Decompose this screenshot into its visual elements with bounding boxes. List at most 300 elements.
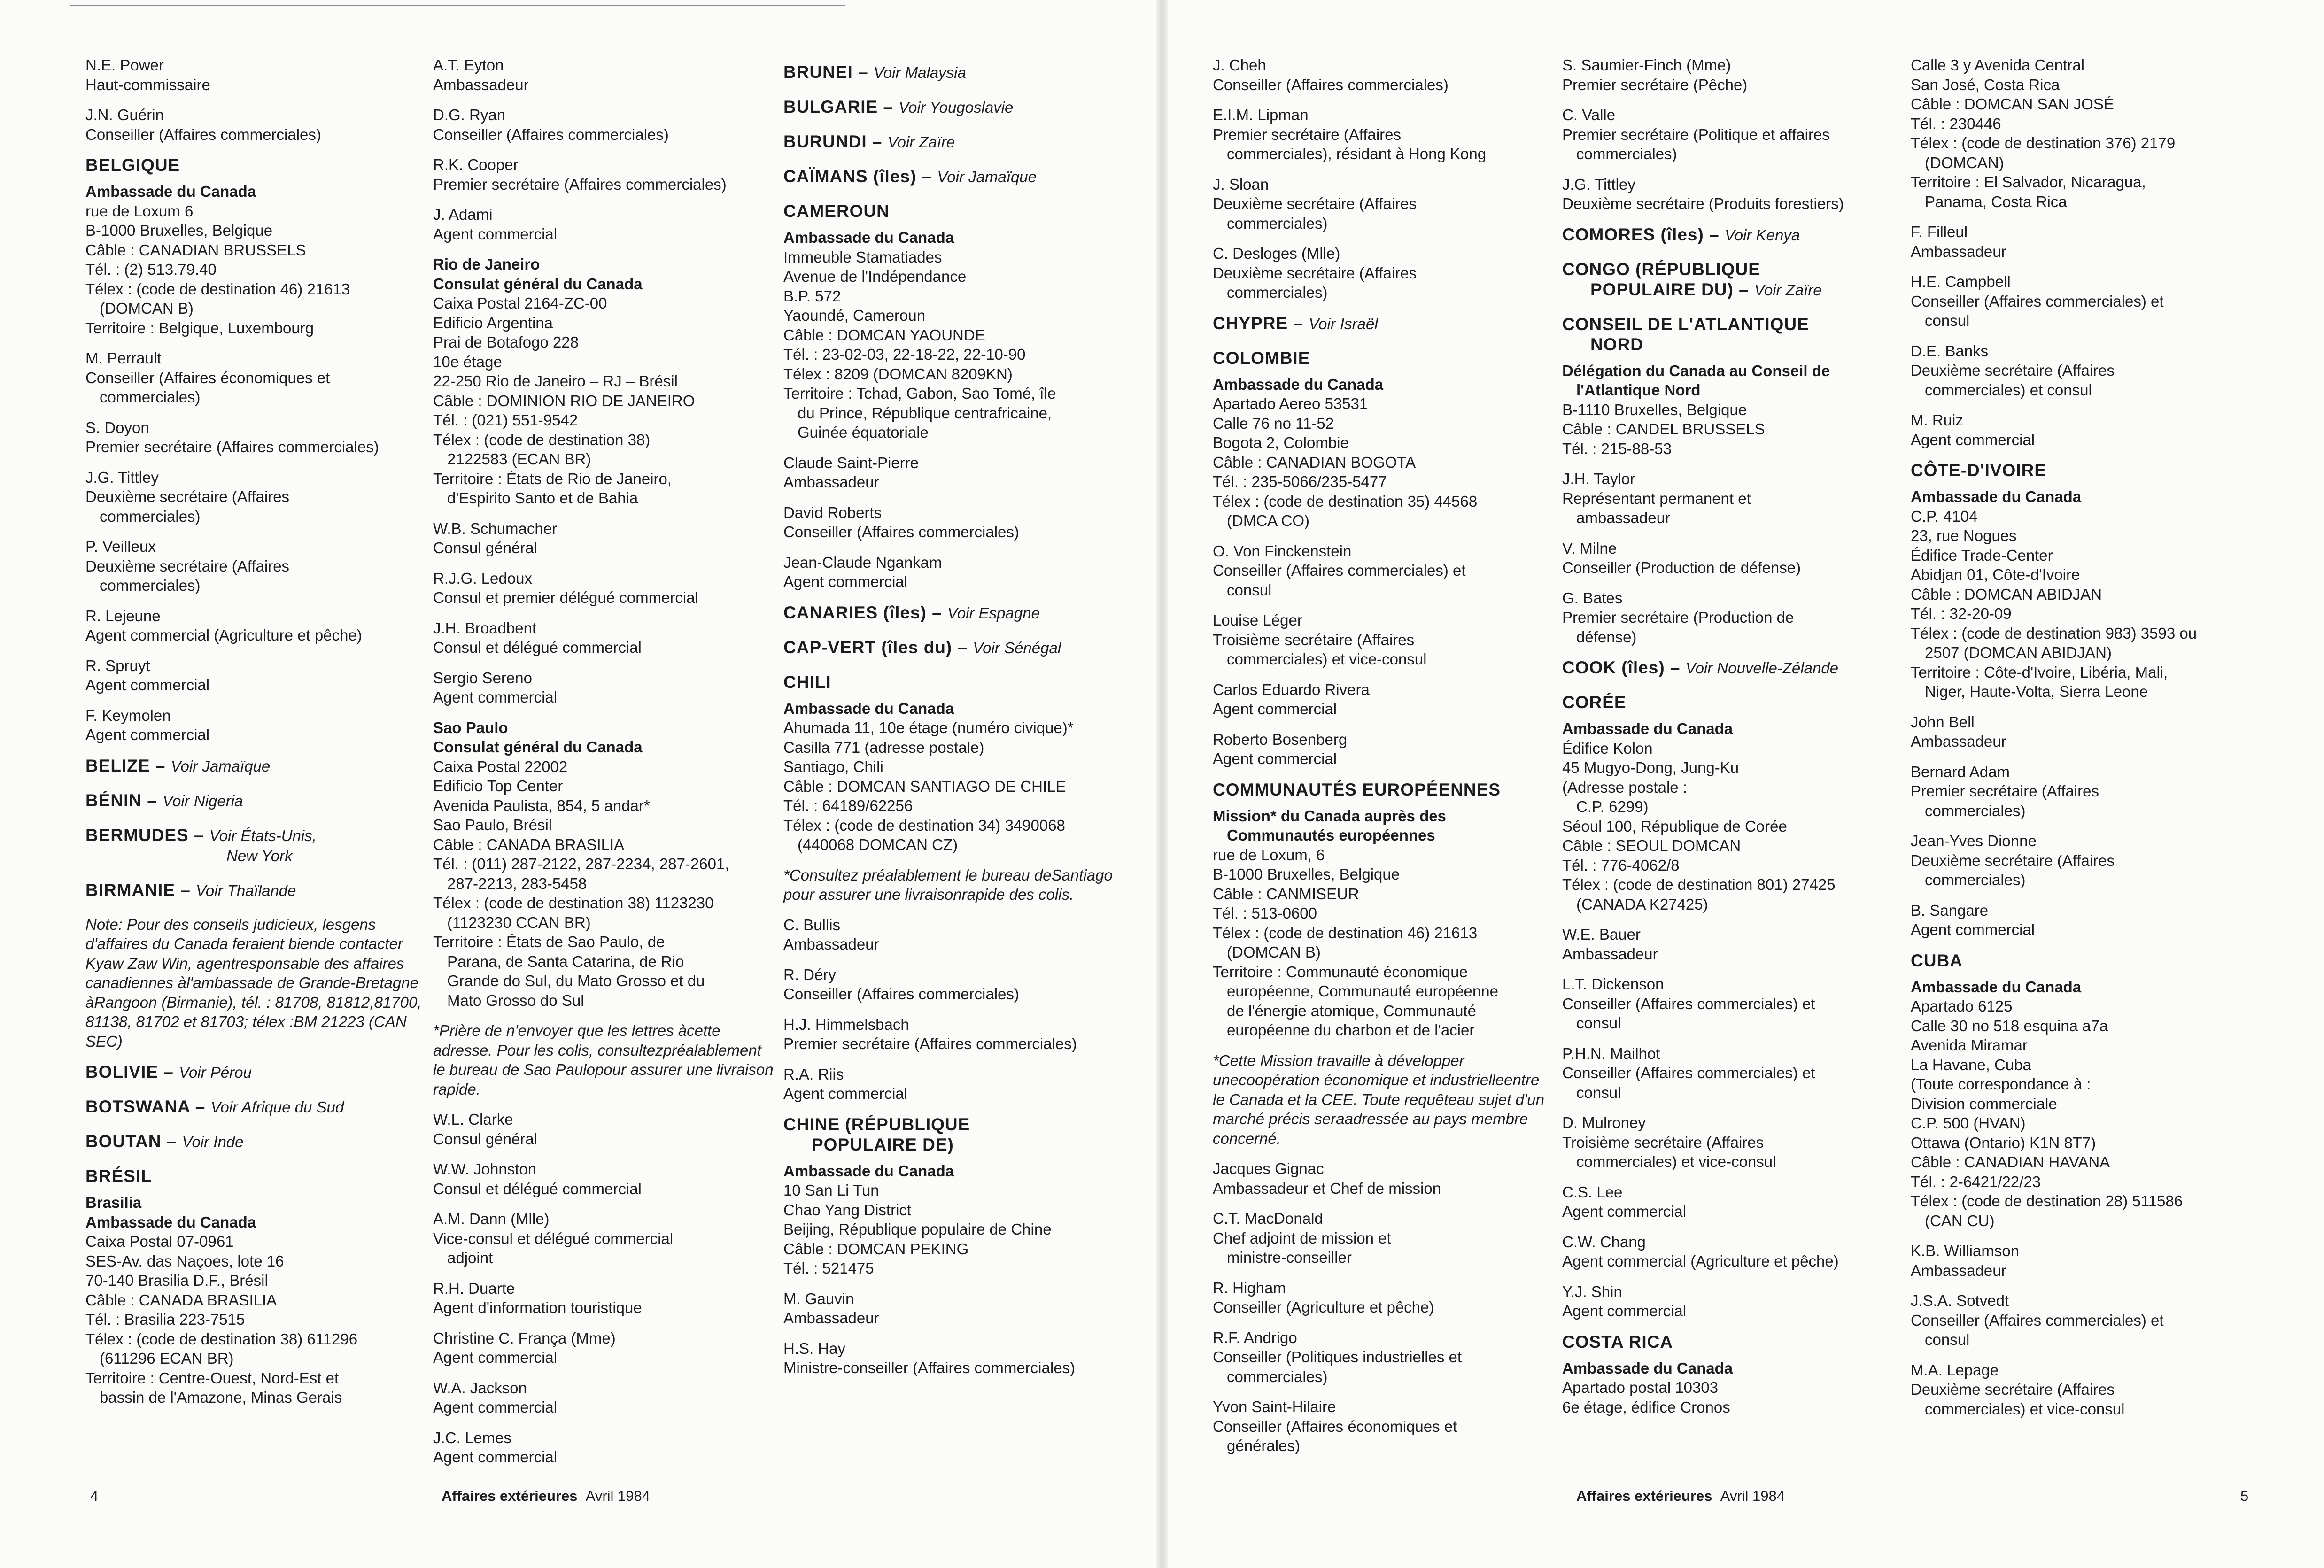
entry-line: SES-Av. das Naçoes, lote 16	[85, 1252, 284, 1270]
staff-entry	[1562, 175, 1905, 214]
entry-line: Edificio Top Center	[433, 777, 563, 795]
staff-entry	[433, 618, 776, 657]
entry-line: 81700, 81138, 81702 et 81703; télex :	[85, 993, 422, 1030]
entry-line: Télex : (code de destination 46) 21613	[1213, 924, 1478, 942]
cross-reference-target: Voir Espagne	[947, 604, 1040, 622]
country-name: BOTSWANA	[85, 1097, 190, 1116]
staff-name: M. Perrault	[85, 349, 162, 367]
footnote	[783, 865, 1126, 904]
staff-entry	[1562, 1044, 1905, 1103]
staff-entry	[783, 1339, 1126, 1378]
entry-line: Ambassade du Canada	[1911, 488, 2082, 505]
cross-reference-target: Voir Kenya	[1724, 226, 1800, 244]
staff-entry	[85, 418, 428, 457]
entry-line: Consulat général du Canada	[433, 738, 643, 756]
mission-address-block	[1562, 1359, 1905, 1417]
staff-entry	[1213, 1328, 1556, 1387]
staff-entry	[1911, 712, 2254, 751]
entry-line: Conseiller (Affaires commerciales) et	[1562, 1064, 1815, 1081]
entry-line: Avenida Miramar	[1911, 1036, 2028, 1054]
entry-line: Mission* du Canada auprès des	[1213, 807, 1446, 825]
staff-name: R. Déry	[783, 966, 836, 983]
staff-entry	[433, 1428, 776, 1467]
staff-entry	[1911, 901, 2254, 940]
staff-entry	[783, 1065, 1126, 1104]
staff-name: W.E. Bauer	[1562, 926, 1641, 943]
staff-entry	[433, 1110, 776, 1149]
entry-line: Conseiller (Affaires commerciales)	[85, 125, 321, 143]
entry-line: Ambassadeur	[1911, 242, 2006, 260]
mission-address-block	[1562, 361, 1905, 459]
staff-name: David Roberts	[783, 503, 882, 521]
entry-line: Tél. : (021) 551-9542	[433, 411, 578, 429]
country-cross-reference	[1562, 259, 1905, 300]
entry-line: Grande do Sul, du Mato Grosso et du	[447, 972, 705, 989]
country-name: CHYPRE	[1213, 313, 1288, 333]
country-name: BERMUDES	[85, 825, 189, 845]
staff-entry	[1213, 55, 1556, 94]
entry-line: Conseiller (Affaires commerciales) et	[1911, 292, 2164, 310]
staff-entry	[1562, 539, 1905, 578]
entry-line: Ambassade du Canada	[1213, 375, 1384, 393]
country-name: COOK (îles)	[1562, 658, 1665, 677]
entry-line: Ambassade du Canada	[1562, 720, 1733, 737]
entry-line: Délégation du Canada au Conseil de	[1562, 362, 1830, 379]
staff-name: J.C. Lemes	[433, 1429, 511, 1446]
entry-line: commerciales) et vice-consul	[1925, 1400, 2125, 1418]
entry-line: B.P. 572	[783, 287, 841, 305]
staff-name: A.M. Dann (Mlle)	[433, 1210, 550, 1228]
staff-name: J.H. Broadbent	[433, 619, 537, 637]
entry-line: Avenue de l'Indépendance	[783, 268, 967, 285]
staff-name: Sergio Sereno	[433, 669, 532, 687]
entry-line: Premier secrétaire (Affaires commerciales)	[783, 1035, 1077, 1052]
entry-line: Câble : CANADIAN BOGOTA	[1213, 453, 1416, 471]
entry-line: Tél. : (011) 287-2122, 287-2234, 287-2601,	[433, 855, 729, 873]
staff-entry	[1562, 1113, 1905, 1172]
entry-line: consul	[1576, 1014, 1621, 1032]
entry-line: Deuxième secrétaire (Affaires	[85, 488, 290, 505]
mission-address-block	[85, 182, 428, 338]
entry-line: commerciales), résidant à Hong Kong	[1227, 145, 1487, 162]
staff-name: N.E. Power	[85, 56, 164, 74]
entry-line: Câble : DOMCAN PEKING	[783, 1240, 969, 1258]
country-heading-line: COLOMBIE	[1213, 348, 1310, 368]
left-column-3	[783, 55, 1126, 1389]
entry-line: 6e étage, édifice Cronos	[1562, 1398, 1730, 1416]
entry-line: Câble : CANMISEUR	[1213, 885, 1359, 903]
cross-reference-wrap	[1754, 280, 1822, 299]
country-cross-reference: BIRMANIE – Voir Thaïlande	[85, 880, 296, 900]
entry-line: commerciales)	[1227, 284, 1328, 301]
staff-name: D.G. Ryan	[433, 106, 506, 124]
entry-line: Télex : (code de destination 983) 3593 ou	[1911, 624, 2197, 642]
staff-name: F. Keymolen	[85, 706, 171, 724]
entry-line: (CANADA K27425)	[1576, 895, 1708, 913]
mission-address-block	[1911, 55, 2254, 211]
staff-name: R. Higham	[1213, 1279, 1286, 1297]
entry-line: consul	[1227, 581, 1272, 599]
staff-entry	[85, 105, 428, 144]
entry-line: Territoire : Centre-Ouest, Nord-Est et	[85, 1369, 339, 1387]
staff-entry	[783, 553, 1126, 592]
country-name: BELIZE	[85, 756, 150, 775]
staff-entry	[1213, 541, 1556, 600]
entry-line: Apartado Aereo 53531	[1213, 395, 1368, 412]
footnote	[1213, 1051, 1556, 1149]
staff-entry	[1911, 341, 2254, 400]
entry-line: préalablement le bureau de Sao Paulo	[433, 1041, 761, 1078]
entry-line: Territoire : Tchad, Gabon, Sao Tomé, île	[783, 385, 1056, 402]
staff-name: F. Filleul	[1911, 223, 1968, 240]
entry-line: Calle 3 y Avenida Central	[1911, 56, 2084, 74]
entry-line: Télex : (code de destination 28) 511586	[1911, 1192, 2183, 1210]
entry-line: Deuxième secrétaire (Produits forestiers)	[1562, 195, 1844, 212]
staff-entry	[1213, 1278, 1556, 1317]
entry-line: l'Atlantique Nord	[1576, 381, 1701, 399]
staff-name: J. Adami	[433, 206, 493, 223]
entry-line: Chef adjoint de mission et	[1213, 1229, 1391, 1247]
staff-name: Jean-Yves Dionne	[1911, 832, 2037, 850]
entry-line: Tél. : 776-4062/8	[1562, 856, 1680, 874]
cross-reference-target: Voir Thaïlande	[196, 881, 296, 899]
entry-line: Câble : CANADA BRASILIA	[85, 1291, 277, 1309]
entry-line: Câble : DOMCAN YAOUNDE	[783, 326, 985, 344]
entry-line: Conseiller (Affaires économiques et	[85, 369, 330, 386]
right-column-2	[1562, 55, 1905, 1428]
entry-line: Ottawa (Ontario) K1N 8T7)	[1911, 1134, 2096, 1151]
staff-entry	[783, 453, 1126, 492]
staff-entry	[85, 537, 428, 595]
mission-address-block	[783, 228, 1126, 442]
entry-line: Tél. : 2-6421/22/23	[1911, 1173, 2041, 1190]
staff-entry	[1213, 175, 1556, 233]
entry-line: Agent commercial	[1562, 1302, 1687, 1320]
entry-line: Santiago pour assurer une livraison	[783, 866, 1113, 903]
cross-reference-target: Voir Pérou	[179, 1064, 252, 1081]
entry-line: (440068 DOMCAN CZ)	[798, 836, 958, 853]
staff-name: H.S. Hay	[783, 1339, 846, 1357]
entry-line: Conseiller (Affaires économiques et	[1213, 1417, 1457, 1435]
staff-name: W.L. Clarke	[433, 1111, 513, 1128]
entry-line: C.P. 500 (HVAN)	[1911, 1114, 2026, 1132]
entry-line: 10 San Li Tun	[783, 1182, 879, 1199]
entry-line: Territoire : Belgique, Luxembourg	[85, 319, 314, 337]
staff-name: J.G. Tittley	[85, 468, 159, 486]
entry-line: Ministre-conseiller (Affaires commerciales)	[783, 1359, 1076, 1376]
entry-line: commerciales)	[100, 577, 201, 594]
entry-line: Tél. : 64189/62256	[783, 797, 913, 814]
entry-line: Territoire : États de Rio de Janeiro,	[433, 470, 672, 487]
entry-line: Tél. : 23-02-03, 22-18-22, 22-10-90	[783, 346, 1026, 363]
entry-line: Niger, Haute-Volta, Sierra Leone	[1925, 683, 2148, 700]
entry-line: 287-2213, 283-5458	[447, 874, 587, 892]
entry-line: B-1110 Bruxelles, Belgique	[1562, 401, 1747, 418]
footer-publication: Affaires extérieures	[1576, 1488, 1712, 1504]
entry-line: Premier secrétaire (Affaires commerciales)	[433, 175, 727, 193]
entry-line: (DOMCAN B)	[100, 300, 194, 317]
entry-line: Conseiller (Affaires commerciales) et	[1213, 562, 1466, 579]
entry-line: consul	[1576, 1083, 1621, 1101]
country-heading	[85, 1166, 428, 1186]
entry-line: Ambassadeur	[1911, 733, 2006, 750]
staff-entry	[1562, 55, 1905, 94]
staff-name: J. Cheh	[1213, 56, 1266, 74]
country-cross-reference: BÉNIN – Voir Nigeria	[85, 790, 243, 810]
country-heading-line: BELGIQUE	[85, 155, 180, 175]
staff-entry	[1213, 1397, 1556, 1456]
staff-entry	[1911, 762, 2254, 821]
country-heading	[1562, 1332, 1905, 1352]
staff-entry	[85, 55, 428, 94]
entry-line: Communautés européennes	[1227, 826, 1435, 844]
country-heading	[1911, 460, 2254, 480]
right-column-1	[1213, 55, 1556, 1467]
entry-line: Chao Yang District	[783, 1201, 912, 1219]
staff-name: Yvon Saint-Hilaire	[1213, 1398, 1336, 1415]
entry-line: Ambassade du Canada	[783, 1162, 954, 1180]
cross-reference-target: Voir Israël	[1309, 315, 1378, 332]
entry-line: Agent d'information touristique	[433, 1299, 642, 1316]
country-heading-line: CAMEROUN	[783, 201, 890, 221]
entry-line: Ambassade du Canada	[85, 183, 256, 200]
country-heading-line: CHILI	[783, 672, 831, 692]
staff-name: P.H.N. Mailhot	[1562, 1044, 1660, 1062]
cross-reference-target: Voir Zaïre	[887, 133, 955, 151]
staff-entry	[85, 468, 428, 526]
entry-line: Territoire : El Salvador, Nicaragua,	[1911, 173, 2146, 191]
entry-line: Agent commercial	[1213, 700, 1337, 718]
entry-line: au sujet d'un marché précis sera	[1213, 1090, 1544, 1128]
staff-entry	[433, 155, 776, 194]
entry-line: Panama, Costa Rica	[1925, 193, 2067, 210]
entry-line: Télex : (code de destination 46) 21613	[85, 280, 350, 298]
mission-address-block	[1911, 487, 2254, 702]
cross-reference-target: Voir Nigeria	[163, 792, 243, 810]
entry-line: du Prince, République centrafricaine,	[798, 404, 1052, 422]
country-cross-reference: CAP-VERT (îles du) – Voir Sénégal	[783, 637, 1061, 657]
footer-publication: Affaires extérieures	[442, 1488, 578, 1504]
staff-name: H.J. Himmelsbach	[783, 1015, 909, 1033]
entry-line: (DOMCAN B)	[1227, 943, 1321, 961]
country-heading-line: BRÉSIL	[85, 1166, 152, 1186]
cross-reference-target: Voir Malaysia	[873, 64, 966, 81]
staff-name: G. Bates	[1562, 589, 1623, 607]
country-cross-reference: CHYPRE – Voir Israël	[1213, 313, 1378, 333]
entry-line: rue de Loxum, 6	[1213, 846, 1325, 864]
entry-line: Ambassadeur	[1562, 945, 1658, 963]
staff-name: J.G. Tittley	[1562, 175, 1635, 193]
mission-address-block	[1213, 375, 1556, 531]
country-name: BOUTAN	[85, 1132, 162, 1151]
footnote	[433, 1021, 776, 1099]
entry-line: Conseiller (Affaires commerciales)	[783, 523, 1019, 541]
staff-name: C.T. MacDonald	[1213, 1210, 1323, 1227]
entry-line: Deuxième secrétaire (Affaires	[1911, 851, 2115, 869]
entry-line: Câble : DOMINION RIO DE JANEIRO	[433, 392, 695, 409]
entry-line: Agent commercial (Agriculture et pêche)	[1562, 1252, 1839, 1270]
entry-line: C.P. 6299)	[1576, 798, 1649, 815]
staff-name: R. Spruyt	[85, 657, 150, 674]
country-heading-line: CONSEIL DE L'ATLANTIQUE	[1562, 314, 1809, 334]
staff-entry	[85, 656, 428, 695]
country-name: BÉNIN	[85, 790, 142, 810]
staff-name: J.H. Taylor	[1562, 470, 1635, 487]
staff-entry	[783, 915, 1126, 954]
entry-line: coopération économique et industrielle	[1239, 1071, 1504, 1089]
entry-line: Tél. : 32-20-09	[1911, 605, 2012, 622]
staff-entry	[1911, 222, 2254, 261]
staff-entry	[433, 1378, 776, 1417]
country-heading-line: POPULAIRE DE)	[812, 1135, 954, 1154]
entry-line: Note: Pour des conseils judicieux, les	[85, 915, 342, 933]
entry-line: Agent commercial	[433, 1398, 558, 1416]
entry-line: Ambassadeur	[783, 473, 879, 491]
cross-reference-target: Voir Inde	[182, 1133, 244, 1151]
country-name: BULGARIE	[783, 97, 878, 116]
staff-entry	[433, 668, 776, 707]
entry-line: Avenida Paulista, 854, 5 andar*	[433, 796, 650, 814]
entry-line: Mato Grosso do Sul	[447, 991, 584, 1009]
entry-line: Câble : CANADIAN BRUSSELS	[85, 241, 306, 259]
entry-line: Ambassadeur et Chef de mission	[1213, 1179, 1441, 1197]
country-name: CAÏMANS (îles)	[783, 167, 917, 186]
staff-entry	[1562, 1282, 1905, 1321]
left-column-1	[85, 55, 428, 1418]
entry-line: BM 21223 (CAN SEC)	[85, 1013, 407, 1050]
mission-address-block	[1911, 977, 2254, 1231]
country-cross-reference: BELIZE – Voir Jamaïque	[85, 756, 271, 775]
cross-reference-target: Voir Zaïre	[1754, 281, 1822, 299]
entry-line: défense)	[1576, 628, 1637, 646]
entry-line: Consul général	[433, 1130, 537, 1148]
entry-line: Beijing, République populaire de Chine	[783, 1220, 1052, 1238]
entry-line: Édifice Kolon	[1562, 739, 1653, 757]
entry-line: européenne, Communauté européenne	[1227, 982, 1498, 1000]
entry-line: Ambassadeur	[783, 1309, 879, 1327]
entry-line: responsable des affaires canadiennes à	[85, 954, 404, 991]
mission-address-block	[433, 255, 776, 508]
entry-line: pour assurer une livraison rapide.	[433, 1061, 774, 1098]
entry-line: commerciales)	[1227, 1367, 1328, 1385]
entry-line: Séoul 100, République de Corée	[1562, 817, 1787, 835]
entry-line: 70-140 Brasilia D.F., Brésil	[85, 1272, 268, 1289]
entry-line: Sao Paulo	[433, 718, 508, 736]
entry-line: Caixa Postal 2164-ZC-00	[433, 294, 607, 312]
entry-line: Câble : CANADIAN HAVANA	[1911, 1153, 2110, 1171]
country-cross-reference: BULGARIE – Voir Yougoslavie	[783, 97, 1014, 116]
entry-line: Télex : (code de destination 376) 2179	[1911, 134, 2176, 152]
staff-entry	[85, 706, 428, 745]
staff-name: J. Sloan	[1213, 175, 1269, 193]
entry-line: (DMCA CO)	[1227, 512, 1309, 529]
country-heading	[783, 201, 1126, 221]
country-heading-line: CUBA	[1911, 950, 1963, 970]
country-cross-reference: BURUNDI – Voir Zaïre	[783, 132, 955, 151]
entry-line: cette adresse. Pour les colis, consultez	[433, 1022, 720, 1059]
entry-line: Câble : DOMCAN SANTIAGO DE CHILE	[783, 777, 1066, 795]
staff-name: R.A. Riis	[783, 1065, 844, 1083]
country-name: BOLIVIE	[85, 1062, 159, 1081]
mission-address-block	[1213, 806, 1556, 1040]
entry-line: Agent commercial	[1562, 1203, 1687, 1220]
entry-line: commerciales)	[100, 388, 201, 406]
entry-line: Agent commercial	[1911, 921, 2035, 938]
entry-line: Câble : DOMCAN ABIDJAN	[1911, 585, 2102, 603]
entry-line: Deuxième secrétaire (Affaires	[85, 557, 290, 575]
staff-name: R. Lejeune	[85, 607, 161, 625]
entry-line: Tél. : 513-0600	[1213, 904, 1317, 922]
entry-line: Tél. : (2) 513.79.40	[85, 261, 217, 278]
country-heading	[1562, 692, 1905, 712]
staff-name: Claude Saint-Pierre	[783, 454, 919, 471]
staff-name: P. Veilleux	[85, 538, 156, 555]
entry-line: générales)	[1227, 1437, 1300, 1454]
entry-line: Caixa Postal 07-0961	[85, 1233, 234, 1250]
staff-name: D.E. Banks	[1911, 342, 1989, 360]
entry-line: ministre-conseiller	[1227, 1249, 1352, 1266]
entry-line: Édifice Trade-Center	[1911, 546, 2053, 564]
entry-line: Haut-commissaire	[85, 76, 210, 93]
entry-line: Télex : (code de destination 38) 1123230	[433, 894, 714, 911]
country-heading-line: CORÉE	[1562, 693, 1627, 712]
staff-entry	[1562, 588, 1905, 647]
country-name: COMORES (îles)	[1562, 224, 1704, 244]
entry-line: Santiago, Chili	[783, 758, 883, 775]
entry-line: Premier secrétaire (Production de	[1562, 609, 1794, 626]
country-heading	[85, 155, 428, 175]
mission-address-block	[1562, 719, 1905, 914]
entry-line: Apartado postal 10303	[1562, 1379, 1719, 1396]
entry-line: (611296 ECAN BR)	[100, 1350, 234, 1367]
cross-reference-target: Voir Afrique du Sud	[210, 1098, 344, 1116]
entry-line: Tél. : Brasilia 223-7515	[85, 1311, 245, 1328]
staff-name: Christine C. França (Mme)	[433, 1329, 616, 1347]
staff-entry	[85, 606, 428, 645]
staff-entry	[433, 1329, 776, 1367]
staff-entry	[1562, 925, 1905, 964]
entry-line: 10e étage	[433, 353, 502, 371]
entry-line: Conseiller (Affaires commerciales)	[1213, 76, 1449, 93]
country-name: BRUNEI	[783, 62, 853, 82]
entry-line: Edificio Argentina	[433, 314, 553, 332]
entry-line: (DOMCAN)	[1925, 154, 2004, 171]
entry-line: 2122583 (ECAN BR)	[447, 450, 591, 468]
entry-line: Ambassadeur	[783, 935, 879, 953]
entry-line: Télex : 8209 (DOMCAN 8209KN)	[783, 365, 1013, 383]
page-footer	[442, 1488, 650, 1505]
entry-line: Ambassade du Canada	[783, 229, 954, 246]
country-heading	[1562, 314, 1905, 355]
staff-name: Y.J. Shin	[1562, 1282, 1622, 1300]
entry-line: Télex : (code de destination 34) 3490068	[783, 816, 1065, 834]
country-heading-line: NORD	[1590, 334, 1643, 354]
mission-address-block	[783, 1161, 1126, 1278]
entry-line: Représentant permanent et	[1562, 489, 1751, 507]
staff-entry	[433, 1209, 776, 1268]
staff-name: R.J.G. Ledoux	[433, 569, 532, 587]
staff-name: W.W. Johnston	[433, 1160, 537, 1178]
entry-line: Immeuble Stamatiades	[783, 248, 942, 266]
country-heading-line: COSTA RICA	[1562, 1332, 1673, 1352]
entry-line: Brasilia	[85, 1194, 142, 1211]
staff-name: Jacques Gignac	[1213, 1160, 1324, 1177]
staff-name: E.I.M. Lipman	[1213, 106, 1309, 124]
staff-name: W.A. Jackson	[433, 1379, 527, 1397]
page-edge-line	[70, 5, 845, 6]
entry-line: Rangoon (Birmanie), tél. : 81708, 81812,	[94, 993, 374, 1011]
staff-entry	[433, 205, 776, 244]
